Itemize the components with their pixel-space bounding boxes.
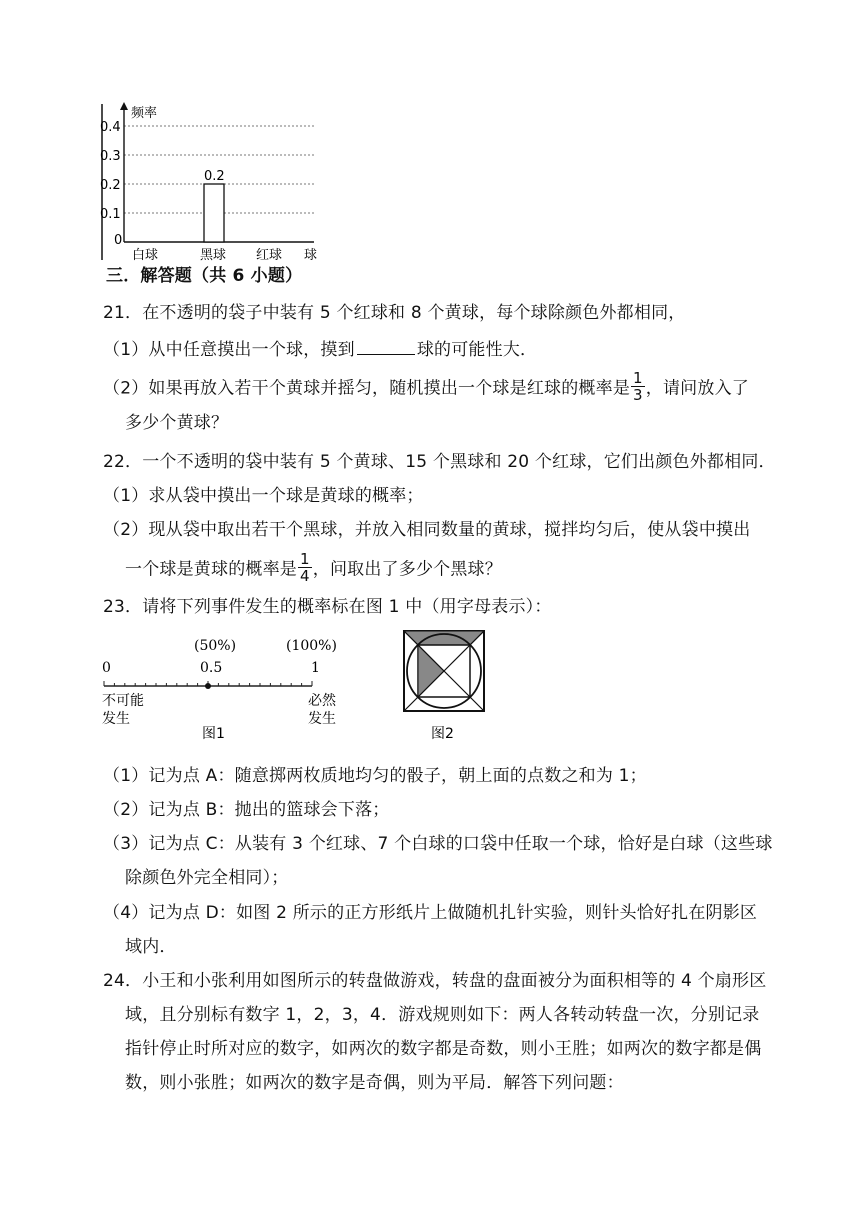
q22-part2-line1: （2）现从袋中取出若干个黑球，并放入相同数量的黄球，搅拌均匀后，使从袋中摸出 <box>103 520 751 540</box>
chart-category-label: 白球 <box>132 248 159 263</box>
fraction-one-third <box>631 370 645 403</box>
chart-y-tick-label: 0.2 <box>100 178 121 193</box>
fig1-label-half: 0.5 <box>200 660 223 676</box>
fig1-left-line2: 发生 <box>102 711 130 727</box>
fig1-pct-half: (50%) <box>194 638 237 654</box>
fig1-label-one: 1 <box>311 660 320 676</box>
q24-line-4: 数，则小张胜；如两次的数字是奇偶，则为平局．解答下列问题： <box>125 1073 624 1093</box>
q23-item-4-line2: 域内． <box>125 937 177 957</box>
q23-item-3-line1: （3）记为点 C：从装有 3 个红球、7 个白球的口袋中任取一个球，恰好是白球（这些球 <box>103 834 773 854</box>
chart-y-label: 频率 <box>131 106 158 121</box>
figure-2-square-target <box>394 626 494 748</box>
q21-part2-pre: （2）如果再放入若干个黄球并摇匀，随机摸出一个球是红球的概率是 <box>103 378 631 399</box>
figure-1-number-line <box>96 630 356 745</box>
chart-y-tick-label: 0.3 <box>100 149 121 164</box>
fig1-pct-one: (100%) <box>286 638 337 654</box>
q23-item-1: （1）记为点 A：随意掷两枚质地均匀的骰子，朝上面的点数之和为 1； <box>103 766 647 786</box>
q22-stem: 22．一个不透明的袋中装有 5 个黄球、15 个黑球和 20 个红球，它们出颜色外都相同． <box>103 452 776 472</box>
chart-bar <box>204 184 224 242</box>
q21-part1-pre: （1）从中任意摸出一个球，摸到 <box>103 340 355 360</box>
fraction-numerator: 1 <box>300 550 310 568</box>
q22-part2-line2 <box>125 550 502 586</box>
fig2-drawing <box>404 631 484 711</box>
chart-y-tick-label: 0.4 <box>100 120 121 135</box>
fraction-denominator: 4 <box>300 567 310 585</box>
q24-line-1: 24．小王和小张利用如图所示的转盘做游戏，转盘的盘面被分为面积相等的 4 个扇形区 <box>103 971 767 991</box>
q21-part2-line2: 多少个黄球？ <box>125 413 229 433</box>
fig1-midpoint-dot <box>205 683 211 689</box>
fig1-right-line2: 发生 <box>308 711 336 727</box>
chart-category-label: 红球 <box>256 248 283 263</box>
q21-part2-post: ，请问放入了 <box>645 378 749 399</box>
chart-data-label: 0.2 <box>204 169 225 184</box>
fraction-denominator: 3 <box>633 386 643 404</box>
q23-item-2: （2）记为点 B：抛出的篮球会下落； <box>103 800 390 820</box>
fig1-right-line1: 必然 <box>308 693 336 709</box>
frequency-bar-chart <box>94 98 334 268</box>
q22-part2-pre: 一个球是黄球的概率是 <box>125 559 297 580</box>
q23-item-4-line1: （4）记为点 D：如图 2 所示的正方形纸片上做随机扎针实验，则针头恰好扎在阴影区 <box>103 903 758 923</box>
fig2-caption: 图2 <box>431 726 454 742</box>
chart-y-tick-label: 0 <box>114 233 123 248</box>
q24-line-2: 域，且分别标有数字 1，2，3，4．游戏规则如下：两人各转动转盘一次，分别记录 <box>125 1005 760 1025</box>
chart-category-label: 黑球 <box>200 248 227 263</box>
fig1-caption: 图1 <box>202 726 225 742</box>
q21-part2 <box>103 369 749 405</box>
q22-part2-post: ，问取出了多少个黑球？ <box>312 559 502 580</box>
fig1-label-0: 0 <box>102 660 111 676</box>
chart-x-label: 球 <box>304 248 318 263</box>
q22-part1: （1）求从袋中摸出一个球是黄球的概率； <box>103 486 424 506</box>
q21-part1 <box>103 336 537 362</box>
fig1-left-line1: 不可能 <box>102 693 144 709</box>
q21-part1-post: 球的可能性大． <box>416 340 538 360</box>
section-title: 三．解答题（共 6 小题） <box>106 266 303 286</box>
answer-blank <box>357 336 415 355</box>
q21-stem: 21．在不透明的袋子中装有 5 个红球和 8 个黄球，每个球除颜色外都相同， <box>103 303 686 323</box>
chart-y-tick-label: 0.1 <box>100 207 121 222</box>
fraction-numerator: 1 <box>633 369 643 387</box>
q24-line-3: 指针停止时所对应的数字，如两次的数字都是奇数，则小王胜；如两次的数字都是偶 <box>125 1039 762 1059</box>
q23-stem: 23．请将下列事件发生的概率标在图 1 中（用字母表示）： <box>103 597 552 617</box>
q23-item-3-line2: 除颜色外完全相同）； <box>125 868 289 888</box>
fraction-one-quarter <box>298 551 312 584</box>
chart-y-arrow <box>120 102 128 110</box>
